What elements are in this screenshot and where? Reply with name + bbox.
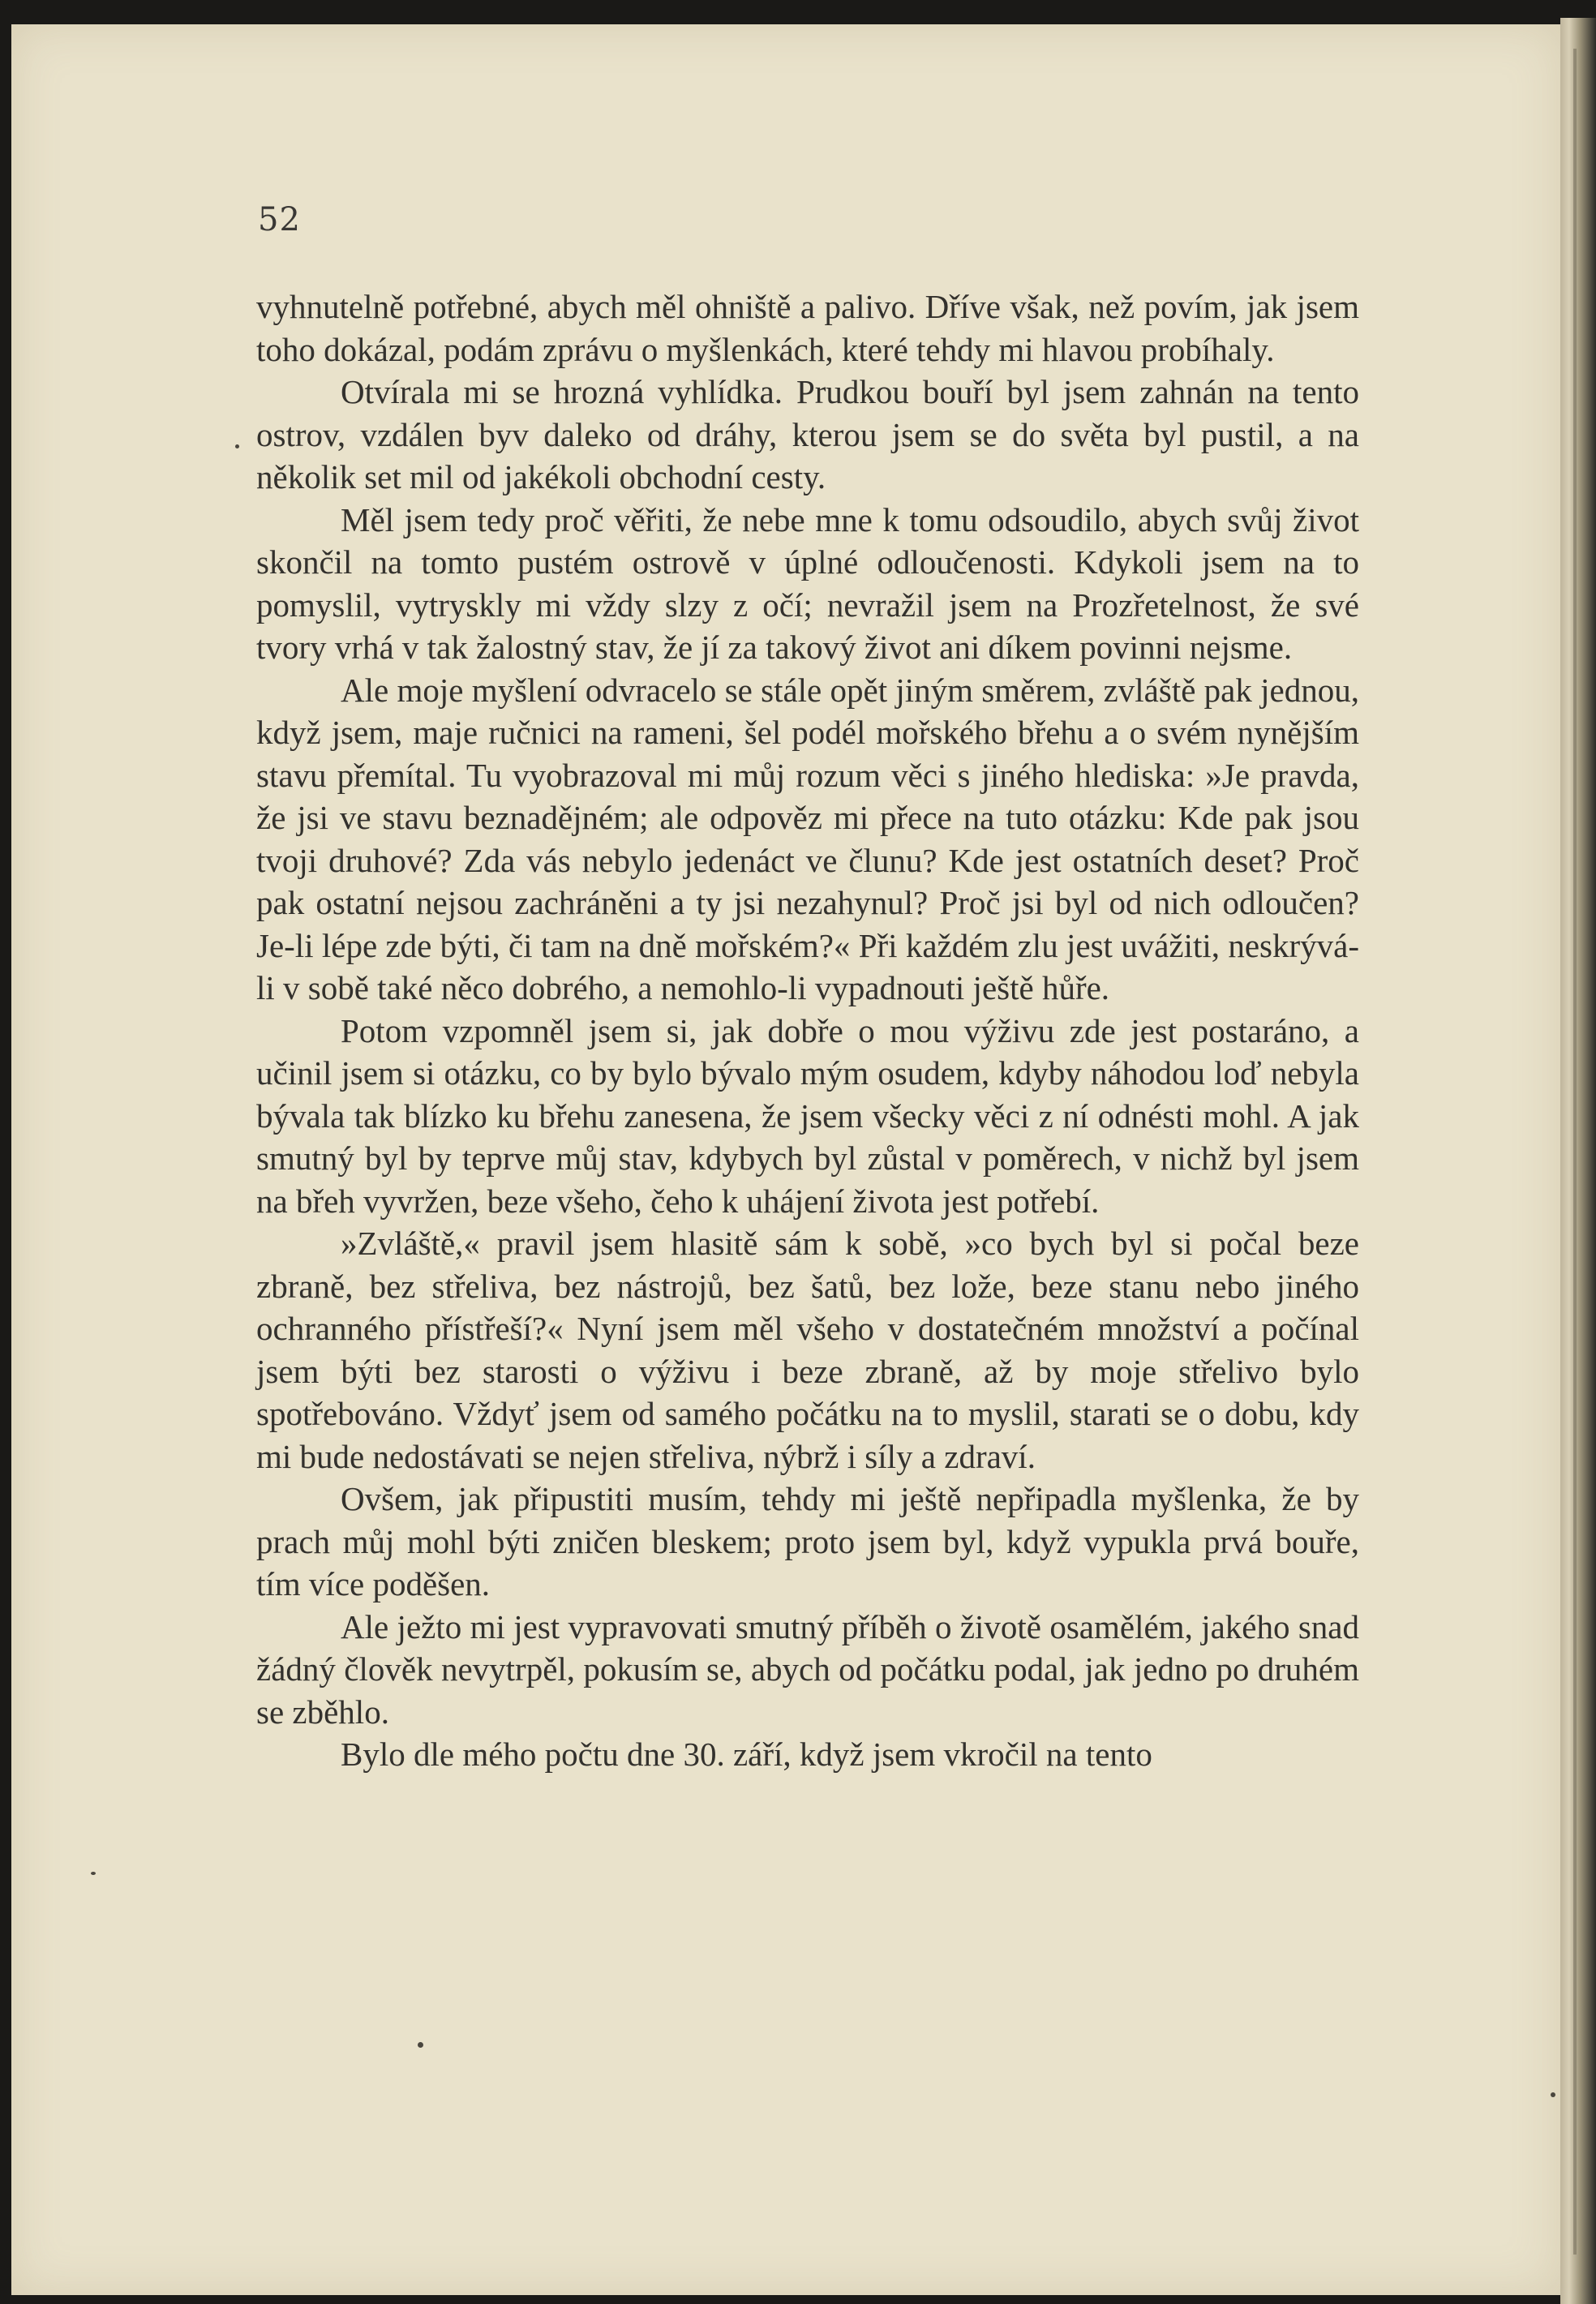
paragraph: Otvírala mi se hrozná vyhlídka. Prudkou bouří byl jsem zahnán na tento ostrov, vzdálen byv daleko od dráhy, kterou jsem se do světa byl pustil, a na několik set mil od jakékoli obchodní cesty. xyxy=(256,373,1359,496)
ink-speck xyxy=(1551,2092,1555,2097)
paragraph: Bylo dle mého počtu dne 30. září, když jsem vkročil na tento xyxy=(341,1736,1152,1773)
book-page-edge-line xyxy=(1573,49,1577,2255)
book-page-edge xyxy=(1560,18,1596,2304)
ink-speck xyxy=(235,444,239,448)
paragraph: Ale ježto mi jest vypravovati smutný příběh o životě osamělém, jakého snad žádný člověk nevytrpěl, pokusím se, abych od počátku podal, jak jedno po druhém se zběhlo. xyxy=(256,1607,1359,1731)
paragraph: Ovšem, jak připustiti musím, tehdy mi ještě nepřipadla myšlenka, že by prach můj mohl býti zničen bleskem; proto jsem byl, když vypukla prvá bouře, tím více poděšen. xyxy=(256,1480,1359,1603)
ink-speck xyxy=(418,2042,423,2048)
paragraph: »Zvláště,« pravil jsem hlasitě sám k sobě, »co bych byl si počal beze zbraně, bez střeliva, bez nástrojů, bez šatů, bez lože, beze stanu nebo jiného ochranného přístřeší?« Nyní jsem měl všeho v dostatečném množství a počínal jsem býti bez starosti o výživu i beze zbraně, až by moje střelivo bylo spotřebováno. Vždyť jsem od samého počátku na to myslil, starati se o dobu, kdy mi bude nedostávati se nejen střeliva, nýbrž i síly a zdraví. xyxy=(256,1225,1359,1475)
page-number: 52 xyxy=(258,201,301,238)
ink-speck xyxy=(91,1872,96,1875)
paragraph: vyhnutelně potřebné, abych měl ohniště a palivo. Dříve však, než povím, jak jsem toho dokázal, podám zprávu o myšlenkách, které tehdy mi hlavou probíhaly. xyxy=(256,288,1359,368)
paragraph: Potom vzpomněl jsem si, jak dobře o mou výživu zde jest postaráno, a učinil jsem si otázku, co by bylo bývalo mým osudem, kdyby náhodou loď nebyla bývala tak blízko ku břehu zanesena, že jsem všecky věci z ní odnésti mohl. A jak smutný byl by teprve můj stav, kdybych byl zůstal v poměrech, v nichž byl jsem na břeh vyvržen, beze všeho, čeho k uhájení života jest potřebí. xyxy=(256,1011,1359,1220)
page-body-text xyxy=(256,285,1359,1776)
paragraph: Ale moje myšlení odvracelo se stále opět jiným směrem, zvláště pak jednou, když jsem, maje ručnici na rameni, šel podél mořského břehu a o svém nynějším stavu přemítal. Tu vyobrazoval mi můj rozum věci s jiného hlediska: »Je pravda, že jsi ve stavu beznadějném; ale odpověz mi přece na tuto otázku: Kde pak jsou tvoji druhové? Zda vás nebylo jedenáct ve člunu? Kde jest ostatních deset? Proč pak ostatní nejsou zachráněni a ty jsi nezahynul? Proč jsi byl od nich odloučen? Je-li lépe zde býti, či tam na dně mořském?« Při každém zlu jest uvážiti, neskrývá-li v sobě také něco dobrého, a nemohlo-li vypadnouti ještě hůře. xyxy=(256,671,1359,1006)
paragraph: Měl jsem tedy proč věřiti, že nebe mne k tomu odsoudilo, abych svůj život skončil na tomto pustém ostrově v úplné odloučenosti. Kdykoli jsem na to pomyslil, vytryskly mi vždy slzy z očí; nevražil jsem na Prozřetelnost, že své tvory vrhá v tak žalostný stav, že jí za takový život ani díkem povinni nejsme. xyxy=(256,500,1359,666)
